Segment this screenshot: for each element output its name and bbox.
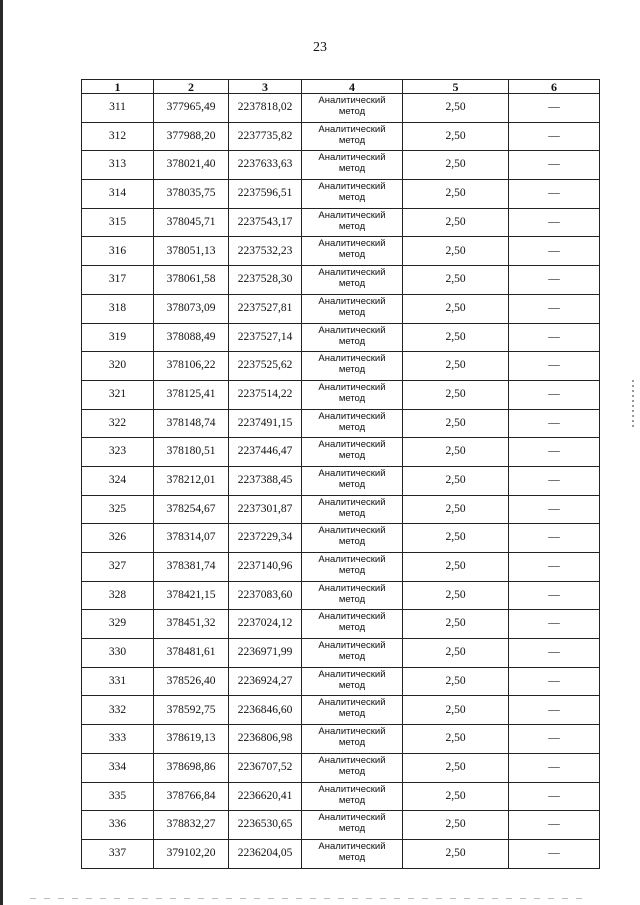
cell-point-number: 315 (82, 208, 154, 237)
cell-x-coordinate: 378051,13 (154, 237, 229, 266)
cell-x-coordinate: 378021,40 (154, 151, 229, 180)
method-line-1: Аналитический (318, 783, 386, 795)
table-row (82, 753, 600, 782)
cell-accuracy: 2,50 (403, 725, 509, 754)
cell-method (302, 466, 403, 495)
cell-note: — (509, 782, 600, 811)
cell-y-coordinate: 2236971,99 (229, 639, 302, 668)
header-col-5: 5 (403, 80, 509, 94)
table-row (82, 122, 600, 151)
cell-y-coordinate: 2237514,22 (229, 380, 302, 409)
table-row (82, 180, 600, 209)
cell-point-number: 334 (82, 753, 154, 782)
cell-point-number: 311 (82, 94, 154, 123)
method-line-1: Аналитический (318, 582, 386, 594)
method-line-1: Аналитический (318, 209, 386, 221)
header-col-2: 2 (154, 80, 229, 94)
table-row (82, 782, 600, 811)
cell-note: — (509, 725, 600, 754)
table-row (82, 208, 600, 237)
header-col-1: 1 (82, 80, 154, 94)
cell-point-number: 325 (82, 495, 154, 524)
cell-x-coordinate: 378381,74 (154, 553, 229, 582)
cell-point-number: 312 (82, 122, 154, 151)
method-line-1: Аналитический (318, 295, 386, 307)
cell-x-coordinate: 378061,58 (154, 266, 229, 295)
table-row (82, 610, 600, 639)
cell-y-coordinate: 2236846,60 (229, 696, 302, 725)
method-line-1: Аналитический (318, 554, 386, 565)
table-row (82, 811, 600, 840)
cell-accuracy: 2,50 (403, 696, 509, 725)
cell-accuracy: 2,50 (403, 524, 509, 553)
cell-note: — (509, 553, 600, 582)
cell-accuracy: 2,50 (403, 208, 509, 237)
cell-x-coordinate: 377965,49 (154, 94, 229, 123)
cell-note: — (509, 667, 600, 696)
header-col-4: 4 (302, 80, 403, 94)
method-line-1: Аналитический (318, 754, 386, 766)
cell-y-coordinate: 2236204,05 (229, 839, 302, 868)
method-line-2: метод (338, 536, 366, 548)
cell-x-coordinate: 378035,75 (154, 180, 229, 209)
cell-x-coordinate: 378526,40 (154, 667, 229, 696)
cell-method (302, 180, 403, 209)
cell-method (302, 811, 403, 840)
method-line-2: метод (338, 679, 366, 691)
cell-accuracy: 2,50 (403, 180, 509, 209)
method-line-2: метод (338, 765, 366, 777)
method-line-2: метод (338, 651, 366, 663)
cell-point-number: 316 (82, 237, 154, 266)
cell-accuracy: 2,50 (403, 495, 509, 524)
cell-note: — (509, 610, 600, 639)
cell-method (302, 122, 403, 151)
cell-note: — (509, 839, 600, 868)
cell-accuracy: 2,50 (403, 610, 509, 639)
cell-y-coordinate: 2237140,96 (229, 553, 302, 582)
header-col-3: 3 (229, 80, 302, 94)
cell-accuracy: 2,50 (403, 266, 509, 295)
cell-accuracy: 2,50 (403, 553, 509, 582)
cell-method (302, 610, 403, 639)
cell-note: — (509, 266, 600, 295)
cell-accuracy: 2,50 (403, 753, 509, 782)
scan-left-edge (0, 0, 3, 905)
table-row (82, 524, 600, 553)
method-line-2: метод (338, 335, 366, 347)
cell-x-coordinate: 378451,32 (154, 610, 229, 639)
table-row (82, 409, 600, 438)
method-line-1: Аналитический (318, 525, 386, 537)
method-line-2: метод (338, 249, 366, 261)
table-row (82, 581, 600, 610)
cell-point-number: 337 (82, 839, 154, 868)
cell-x-coordinate: 378254,67 (154, 495, 229, 524)
method-line-1: Аналитический (318, 697, 386, 709)
cell-note: — (509, 409, 600, 438)
cell-note: — (509, 581, 600, 610)
cell-accuracy: 2,50 (403, 380, 509, 409)
method-line-1: Аналитический (318, 181, 386, 193)
cell-method (302, 352, 403, 381)
cell-point-number: 313 (82, 151, 154, 180)
method-line-1: Аналитический (318, 95, 386, 106)
method-line-1: Аналитический (318, 410, 386, 422)
method-line-2: метод (338, 794, 366, 806)
cell-method (302, 94, 403, 123)
method-line-2: метод (338, 565, 366, 576)
cell-x-coordinate: 378592,75 (154, 696, 229, 725)
table-row (82, 667, 600, 696)
cell-method (302, 294, 403, 323)
cell-x-coordinate: 378698,86 (154, 753, 229, 782)
cell-accuracy: 2,50 (403, 294, 509, 323)
cell-x-coordinate: 378088,49 (154, 323, 229, 352)
cell-y-coordinate: 2237532,23 (229, 237, 302, 266)
cell-x-coordinate: 378106,22 (154, 352, 229, 381)
table-header (82, 80, 600, 94)
cell-method (302, 581, 403, 610)
cell-y-coordinate: 2237388,45 (229, 466, 302, 495)
cell-point-number: 336 (82, 811, 154, 840)
cell-point-number: 328 (82, 581, 154, 610)
cell-point-number: 314 (82, 180, 154, 209)
table-row (82, 237, 600, 266)
cell-y-coordinate: 2237596,51 (229, 180, 302, 209)
table-row (82, 725, 600, 754)
method-line-1: Аналитический (318, 439, 386, 451)
cell-point-number: 317 (82, 266, 154, 295)
table-row (82, 151, 600, 180)
table-row (82, 352, 600, 381)
cell-note: — (509, 753, 600, 782)
cell-y-coordinate: 2236707,52 (229, 753, 302, 782)
cell-x-coordinate: 378073,09 (154, 294, 229, 323)
cell-accuracy: 2,50 (403, 122, 509, 151)
cell-note: — (509, 696, 600, 725)
table-row (82, 323, 600, 352)
cell-method (302, 237, 403, 266)
cell-accuracy: 2,50 (403, 352, 509, 381)
table-row (82, 495, 600, 524)
cell-note: — (509, 151, 600, 180)
method-line-1: Аналитический (318, 840, 386, 852)
cell-note: — (509, 380, 600, 409)
cell-point-number: 332 (82, 696, 154, 725)
cell-method (302, 696, 403, 725)
method-line-1: Аналитический (318, 496, 386, 508)
cell-method (302, 667, 403, 696)
cell-method (302, 208, 403, 237)
cell-accuracy: 2,50 (403, 94, 509, 123)
coordinates-table (81, 79, 600, 869)
cell-accuracy: 2,50 (403, 811, 509, 840)
method-line-2: метод (338, 507, 366, 519)
cell-accuracy: 2,50 (403, 782, 509, 811)
cell-point-number: 335 (82, 782, 154, 811)
cell-accuracy: 2,50 (403, 839, 509, 868)
method-line-1: Аналитический (318, 640, 386, 652)
method-line-2: метод (338, 392, 366, 404)
page-number: 23 (313, 40, 327, 55)
method-line-2: метод (338, 450, 366, 462)
cell-method (302, 639, 403, 668)
method-line-1: Аналитический (318, 353, 386, 365)
method-line-1: Аналитический (318, 267, 386, 279)
method-line-1: Аналитический (318, 812, 386, 824)
cell-note: — (509, 94, 600, 123)
cell-y-coordinate: 2237083,60 (229, 581, 302, 610)
cell-point-number: 333 (82, 725, 154, 754)
cell-y-coordinate: 2236530,65 (229, 811, 302, 840)
table-row (82, 380, 600, 409)
header-row (82, 80, 600, 94)
cell-accuracy: 2,50 (403, 409, 509, 438)
cell-note: — (509, 352, 600, 381)
table-row (82, 466, 600, 495)
cell-x-coordinate: 378148,74 (154, 409, 229, 438)
cell-y-coordinate: 2236924,27 (229, 667, 302, 696)
table-body (82, 94, 600, 869)
header-col-6: 6 (509, 80, 600, 94)
cell-x-coordinate: 378045,71 (154, 208, 229, 237)
cell-x-coordinate: 377988,20 (154, 122, 229, 151)
cell-note: — (509, 438, 600, 467)
cell-accuracy: 2,50 (403, 151, 509, 180)
table-row (82, 266, 600, 295)
cell-note: — (509, 323, 600, 352)
method-line-1: Аналитический (318, 668, 386, 680)
cell-note: — (509, 294, 600, 323)
cell-note: — (509, 122, 600, 151)
method-line-2: метод (338, 278, 366, 290)
cell-point-number: 330 (82, 639, 154, 668)
cell-y-coordinate: 2237735,82 (229, 122, 302, 151)
cell-y-coordinate: 2237527,81 (229, 294, 302, 323)
cell-y-coordinate: 2237633,63 (229, 151, 302, 180)
cell-accuracy: 2,50 (403, 466, 509, 495)
cell-y-coordinate: 2237527,14 (229, 323, 302, 352)
cell-accuracy: 2,50 (403, 438, 509, 467)
table-row (82, 839, 600, 868)
cell-method (302, 409, 403, 438)
cell-point-number: 322 (82, 409, 154, 438)
scan-right-edge-marks (632, 380, 634, 430)
cell-point-number: 319 (82, 323, 154, 352)
method-line-2: метод (338, 622, 366, 634)
cell-method (302, 553, 403, 582)
method-line-1: Аналитический (318, 152, 386, 164)
cell-method (302, 524, 403, 553)
cell-y-coordinate: 2237543,17 (229, 208, 302, 237)
cell-method (302, 725, 403, 754)
cell-method (302, 438, 403, 467)
method-line-1: Аналитический (318, 123, 386, 135)
method-line-2: метод (338, 134, 366, 146)
method-line-1: Аналитический (318, 324, 386, 336)
cell-y-coordinate: 2237446,47 (229, 438, 302, 467)
method-line-1: Аналитический (318, 467, 386, 479)
cell-accuracy: 2,50 (403, 639, 509, 668)
cell-y-coordinate: 2237525,62 (229, 352, 302, 381)
method-line-2: метод (338, 823, 366, 835)
table-row (82, 294, 600, 323)
cell-method (302, 753, 403, 782)
cell-point-number: 329 (82, 610, 154, 639)
cell-accuracy: 2,50 (403, 237, 509, 266)
cell-y-coordinate: 2236806,98 (229, 725, 302, 754)
cell-x-coordinate: 378212,01 (154, 466, 229, 495)
cell-method (302, 839, 403, 868)
cell-x-coordinate: 378832,27 (154, 811, 229, 840)
cell-method (302, 495, 403, 524)
cell-x-coordinate: 378125,41 (154, 380, 229, 409)
cell-point-number: 323 (82, 438, 154, 467)
cell-x-coordinate: 379102,20 (154, 839, 229, 868)
cell-y-coordinate: 2237491,15 (229, 409, 302, 438)
cell-x-coordinate: 378766,84 (154, 782, 229, 811)
cell-point-number: 326 (82, 524, 154, 553)
method-line-1: Аналитический (318, 381, 386, 393)
method-line-2: метод (338, 593, 366, 605)
table-row (82, 438, 600, 467)
cell-y-coordinate: 2237024,12 (229, 610, 302, 639)
method-line-2: метод (338, 306, 366, 318)
cell-note: — (509, 180, 600, 209)
cell-x-coordinate: 378481,61 (154, 639, 229, 668)
cell-note: — (509, 495, 600, 524)
cell-method (302, 380, 403, 409)
method-line-1: Аналитический (318, 726, 386, 738)
cell-note: — (509, 237, 600, 266)
cell-y-coordinate: 2236620,41 (229, 782, 302, 811)
cell-y-coordinate: 2237818,02 (229, 94, 302, 123)
cell-y-coordinate: 2237301,87 (229, 495, 302, 524)
cell-point-number: 331 (82, 667, 154, 696)
table-row (82, 553, 600, 582)
cell-note: — (509, 208, 600, 237)
cell-x-coordinate: 378180,51 (154, 438, 229, 467)
table-row (82, 696, 600, 725)
cell-accuracy: 2,50 (403, 323, 509, 352)
method-line-2: метод (338, 851, 366, 863)
cell-point-number: 321 (82, 380, 154, 409)
method-line-2: метод (338, 364, 366, 376)
cell-y-coordinate: 2237528,30 (229, 266, 302, 295)
cell-x-coordinate: 378314,07 (154, 524, 229, 553)
cell-method (302, 266, 403, 295)
cell-method (302, 323, 403, 352)
cell-x-coordinate: 378421,15 (154, 581, 229, 610)
table-row (82, 639, 600, 668)
cell-method (302, 151, 403, 180)
method-line-2: метод (338, 106, 366, 117)
method-line-1: Аналитический (318, 238, 386, 250)
scan-bottom-edge-marks (30, 898, 590, 899)
cell-note: — (509, 639, 600, 668)
cell-point-number: 324 (82, 466, 154, 495)
cell-x-coordinate: 378619,13 (154, 725, 229, 754)
method-line-1: Аналитический (318, 611, 386, 623)
method-line-2: метод (338, 192, 366, 204)
table-row (82, 94, 600, 123)
method-line-2: метод (338, 421, 366, 433)
cell-note: — (509, 811, 600, 840)
cell-note: — (509, 524, 600, 553)
cell-point-number: 318 (82, 294, 154, 323)
cell-y-coordinate: 2237229,34 (229, 524, 302, 553)
cell-method (302, 782, 403, 811)
cell-point-number: 327 (82, 553, 154, 582)
method-line-2: метод (338, 478, 366, 490)
cell-accuracy: 2,50 (403, 667, 509, 696)
method-line-2: метод (338, 737, 366, 749)
cell-note: — (509, 466, 600, 495)
method-line-2: метод (338, 220, 366, 232)
method-line-2: метод (338, 708, 366, 720)
cell-point-number: 320 (82, 352, 154, 381)
method-line-2: метод (338, 163, 366, 175)
cell-accuracy: 2,50 (403, 581, 509, 610)
